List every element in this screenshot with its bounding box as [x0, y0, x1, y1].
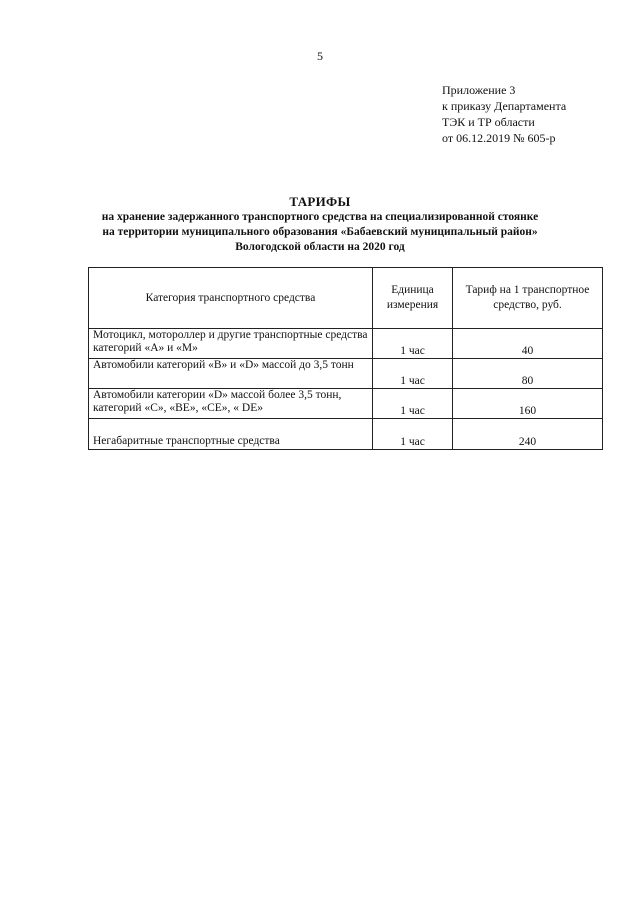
header-tariff: Тариф на 1 транспортное средство, руб. — [453, 268, 603, 329]
table-header-row — [89, 268, 603, 329]
tariffs-table — [88, 267, 603, 450]
cell-unit: 1 час — [373, 389, 453, 419]
cell-category: Автомобили категории «D» массой более 3,5 тонн, категорий «С», «ВЕ», «СЕ», « DE» — [89, 389, 373, 419]
table-row — [89, 329, 603, 359]
cell-tariff: 40 — [453, 329, 603, 359]
cell-unit: 1 час — [373, 359, 453, 389]
appendix-line: к приказу Департамента — [442, 99, 567, 113]
appendix-line: Приложение 3 — [442, 83, 516, 97]
cell-category: Негабаритные транспортные средства — [89, 419, 373, 450]
header-category: Категория транспортного средства — [89, 268, 373, 329]
cell-category: Мотоцикл, мотороллер и другие транспортные средства категорий «А» и «М» — [89, 329, 373, 359]
heading-line: на территории муниципального образования «Бабаевский муниципальный район» — [102, 226, 538, 238]
cell-unit: 1 час — [373, 419, 453, 450]
cell-unit: 1 час — [373, 329, 453, 359]
table-row — [89, 419, 603, 450]
page-number: 5 — [317, 49, 323, 63]
document-heading — [80, 194, 560, 255]
heading-line: Вологодской области на 2020 год — [235, 241, 405, 253]
appendix-line: ТЭК и ТР области — [442, 115, 535, 129]
table-row — [89, 389, 603, 419]
cell-category: Автомобили категорий «В» и «D» массой до 3,5 тонн — [89, 359, 373, 389]
cell-tariff: 160 — [453, 389, 603, 419]
table-row — [89, 359, 603, 389]
cell-tariff: 240 — [453, 419, 603, 450]
document-title: ТАРИФЫ — [289, 194, 351, 209]
appendix-line: от 06.12.2019 № 605-р — [442, 131, 556, 145]
appendix-block — [442, 82, 632, 146]
header-unit: Единица измерения — [373, 268, 453, 329]
cell-tariff: 80 — [453, 359, 603, 389]
heading-line: на хранение задержанного транспортного средства на специализированной стоянке — [101, 211, 539, 223]
